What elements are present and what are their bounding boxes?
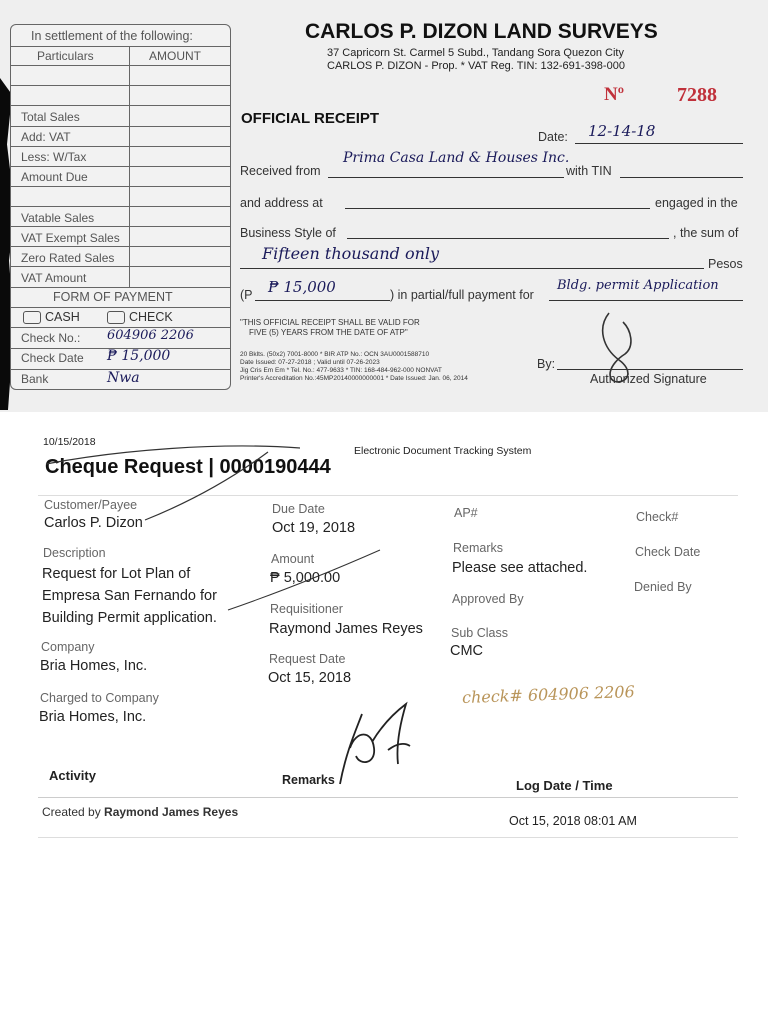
due-date-value: Oct 19, 2018 xyxy=(272,520,356,536)
check-date-label: Check Date xyxy=(21,351,84,365)
cash-option: CASH xyxy=(23,310,80,324)
address-label: and address at xyxy=(240,196,323,210)
due-date-label: Due Date xyxy=(272,502,325,516)
cheque-title: Cheque Request | 0000190444 xyxy=(45,456,331,478)
pen-strokes xyxy=(0,412,768,1024)
receipt-number: 7288 xyxy=(677,84,717,106)
row-vat-exempt: VAT Exempt Sales xyxy=(21,231,120,245)
printer-line-4: Printer's Accreditation No.:45MP20140000000001 * Date Issued: Jan. 06, 2014 xyxy=(240,375,468,382)
requisitioner-label: Requisitioner xyxy=(270,602,343,616)
description-line-1: Request for Lot Plan of xyxy=(42,566,191,582)
cheque-request xyxy=(0,412,768,1024)
charged-to-value: Bria Homes, Inc. xyxy=(39,709,147,725)
engaged-label: engaged in the xyxy=(655,196,738,210)
row-vatable-sales: Vatable Sales xyxy=(21,211,95,225)
remarks-header: Remarks xyxy=(282,773,335,787)
validity-line-2: FIVE (5) YEARS FROM THE DATE OF ATP" xyxy=(249,328,408,337)
row-amount-due: Amount Due xyxy=(21,170,88,184)
description-label: Description xyxy=(43,546,106,560)
charged-to-label: Charged to Company xyxy=(40,691,159,705)
customer-label: Customer/Payee xyxy=(44,498,138,512)
row-total-sales: Total Sales xyxy=(21,110,80,124)
pesos-label: Pesos xyxy=(708,257,743,271)
authorized-signature-label: Authorized Signature xyxy=(590,372,707,386)
receipt-number-label: Nº xyxy=(604,84,624,105)
print-date: 10/15/2018 xyxy=(43,436,96,448)
activity-header: Activity xyxy=(49,768,96,783)
row-vat-amount: VAT Amount xyxy=(21,271,87,285)
bank-value: Nwa xyxy=(107,370,140,386)
check-checkbox xyxy=(107,311,125,324)
check-number-label: Check# xyxy=(636,510,679,524)
printer-line-3: Jig Cris Em Em * Tel. No.: 477-9633 * TIN: 168-484-962-000 NONVAT xyxy=(240,367,442,374)
check-no-value: 604906 2206 xyxy=(107,328,194,343)
validity-line-1: "THIS OFFICIAL RECEIPT SHALL BE VALID FOR xyxy=(240,318,420,327)
row-add-vat: Add: VAT xyxy=(21,130,71,144)
check-date-label: Check Date xyxy=(635,545,701,559)
row-less-wtax: Less: W/Tax xyxy=(21,150,87,164)
sub-class-value: CMC xyxy=(450,643,484,659)
amount-open-label: (P xyxy=(240,288,253,302)
check-no-label: Check No.: xyxy=(21,331,81,345)
handwritten-check-number: check# 604906 2206 xyxy=(461,681,636,708)
remarks-value: Please see attached. xyxy=(452,560,588,576)
by-label: By: xyxy=(537,357,556,371)
bank-label: Bank xyxy=(21,372,49,386)
company-label: Company xyxy=(41,640,95,654)
amount-figure: ₱ 15,000 xyxy=(268,278,336,296)
business-style-label: Business Style of xyxy=(240,226,336,240)
received-from-label: Received from xyxy=(240,164,321,178)
receipt-title: OFFICIAL RECEIPT xyxy=(241,110,380,127)
col-amount: AMOUNT xyxy=(149,49,201,63)
printer-line-1: 20 Bklts. (50x2) 7001-8000 * BIR ATP No.: OCN 3AU0001588710 xyxy=(240,351,430,358)
company-proprietor: CARLOS P. DIZON - Prop. * VAT Reg. TIN: 132-691-398-000 xyxy=(327,60,625,72)
sum-label: , the sum of xyxy=(673,226,739,240)
check-option: CHECK xyxy=(107,310,173,324)
log-date-value: Oct 15, 2018 08:01 AM xyxy=(509,814,637,828)
date-label: Date: xyxy=(538,130,568,144)
with-tin-label: with TIN xyxy=(566,164,612,178)
payment-for-value: Bldg. permit Application xyxy=(557,278,719,293)
amount-label: Amount xyxy=(271,552,315,566)
denied-by-label: Denied By xyxy=(634,580,692,594)
description-line-2: Empresa San Fernando for xyxy=(42,588,217,604)
description-line-3: Building Permit application. xyxy=(42,610,217,626)
payment-for-label: ) in partial/full payment for xyxy=(390,288,534,302)
date-value: 12-14-18 xyxy=(588,122,656,140)
cash-checkbox xyxy=(23,311,41,324)
form-of-payment-label: FORM OF PAYMENT xyxy=(53,290,173,304)
approved-by-label: Approved By xyxy=(452,592,524,606)
company-address: 37 Capricorn St. Carmel 5 Subd., Tandang Sora Quezon City xyxy=(327,47,624,59)
ap-number-label: AP# xyxy=(454,506,478,520)
sub-class-label: Sub Class xyxy=(451,626,508,640)
system-name: Electronic Document Tracking System xyxy=(354,445,532,457)
settlement-table xyxy=(10,24,231,390)
received-from-value: Prima Casa Land & Houses Inc. xyxy=(343,150,570,166)
check-date-value: ₱ 15,000 xyxy=(107,348,171,364)
log-date-header: Log Date / Time xyxy=(516,778,613,793)
printer-line-2: Date Issued: 07-27-2018 ; Valid until 07-26-2023 xyxy=(240,359,380,366)
col-particulars: Particulars xyxy=(37,49,94,63)
customer-value: Carlos P. Dizon xyxy=(44,515,143,531)
request-date-label: Request Date xyxy=(269,652,346,666)
official-receipt xyxy=(0,0,768,412)
settlement-header: In settlement of the following: xyxy=(31,29,193,43)
amount-value: ₱ 5,000.00 xyxy=(270,570,341,586)
requisitioner-value: Raymond James Reyes xyxy=(269,621,423,637)
company-value: Bria Homes, Inc. xyxy=(40,658,148,674)
sum-in-words: Fifteen thousand only xyxy=(262,244,440,263)
company-name: CARLOS P. DIZON LAND SURVEYS xyxy=(305,20,658,43)
remarks-label: Remarks xyxy=(453,541,504,555)
request-date-value: Oct 15, 2018 xyxy=(268,670,352,686)
row-zero-rated: Zero Rated Sales xyxy=(21,251,115,265)
created-by: Created by Raymond James Reyes xyxy=(42,805,239,819)
